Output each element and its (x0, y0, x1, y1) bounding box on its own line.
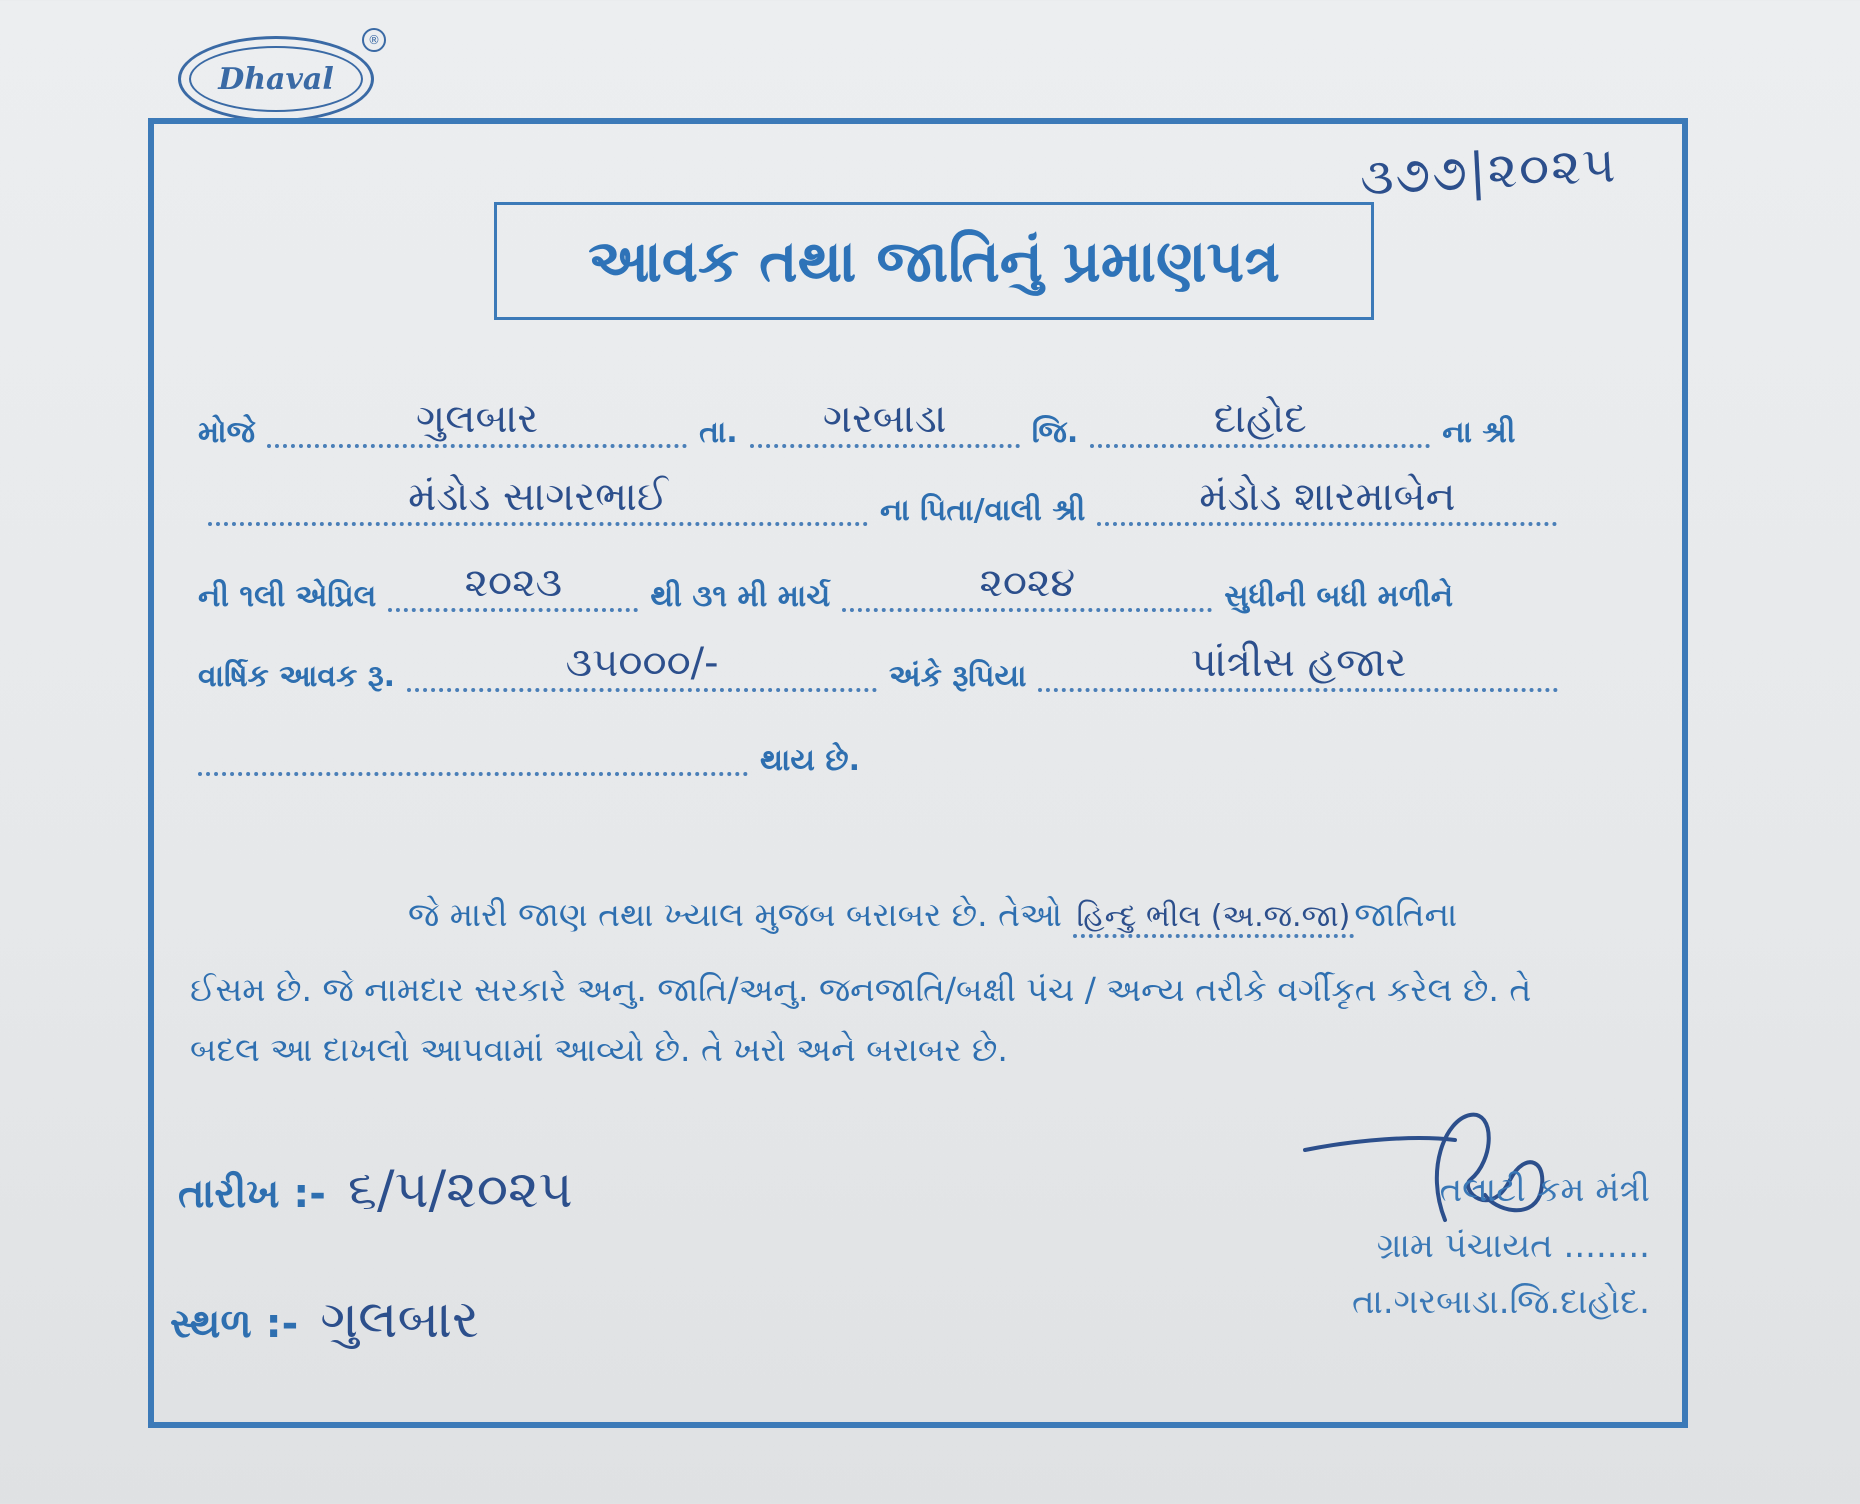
parent-field (1097, 462, 1557, 526)
to-year-field (842, 548, 1212, 612)
declaration-line-3: બદલ આ દાખલો આપવામાં આવ્યો છે. તે ખરો અને બરાબર છે. (190, 1030, 1008, 1069)
date-label: તારીખ :- (178, 1171, 326, 1217)
signatory-office: ગ્રામ પંચાયત ........ (1376, 1226, 1650, 1266)
row-period (198, 556, 1678, 620)
resident-label: ના શ્રી (1442, 415, 1516, 450)
taluka-value: ગરબાડા (822, 396, 947, 442)
from-label: ની ૧લી એપ્રિલ (198, 579, 377, 614)
row-village (198, 392, 1678, 456)
from-year-field (388, 548, 638, 612)
row-income (198, 636, 1678, 700)
village-field (267, 384, 687, 448)
place-value: ગુલબાર (320, 1290, 479, 1350)
words-label: અંકે રૂપિયા (889, 659, 1027, 694)
name-field (208, 462, 868, 526)
place-line (170, 1290, 479, 1351)
income-value: ૩૫૦૦૦/- (565, 640, 719, 686)
words-value: પાંત્રીસ હજાર (1190, 640, 1407, 686)
registered-mark: ® (362, 28, 386, 52)
brand-logo-text: Dhaval (189, 46, 363, 112)
total-label: સુધીની બધી મળીને (1224, 579, 1454, 614)
district-value: દાહોદ (1213, 396, 1307, 442)
serial-number: ૩૭૭|૨૦૨૫ (1358, 135, 1619, 207)
signatory-location: તા.ગરબાડા.જિ.દાહોદ. (1352, 1282, 1650, 1322)
to-label: થી ૩૧ મી માર્ચ (650, 579, 831, 614)
district-field (1090, 384, 1430, 448)
name-value: મંડોડ સાગરભાઈ (408, 474, 668, 520)
signatory-block (1230, 1170, 1650, 1338)
certificate-title: આવક તથા જાતિનું પ્રમાણપત્ર (588, 226, 1280, 295)
signatory-designation: તલાટી કમ મંત્રી (1439, 1170, 1650, 1210)
district-label: જિ. (1031, 415, 1079, 450)
row-ends (198, 720, 1678, 784)
income-label: વાર્ષિક આવક રૂ. (198, 659, 396, 694)
taluka-field (750, 384, 1020, 448)
words-field (1038, 628, 1558, 692)
income-field (407, 628, 877, 692)
taluka-label: તા. (699, 415, 738, 450)
date-value: ૬/૫/૨૦૨૫ (347, 1160, 573, 1220)
caste-value: હિન્દુ ભીલ (અ.જ.જા) (1073, 899, 1355, 938)
declaration-line-2: ઈસમ છે. જે નામદાર સરકારે અનુ. જાતિ/અનુ. જનજાતિ/બક્ષી પંચ / અન્ય તરીકે વર્ગીકૃત કરેલ છે. તે (190, 970, 1532, 1009)
from-year-value: ૨૦૨૩ (464, 560, 563, 606)
parent-value: મંડોડ શારમાબેન (1199, 474, 1456, 520)
to-year-value: ૨૦૨૪ (979, 560, 1076, 606)
declaration-line-1 (408, 895, 1860, 938)
brand-logo (178, 36, 374, 122)
date-line (178, 1160, 573, 1221)
village-label: મોજે (198, 415, 256, 450)
declaration-line-1-end: જાતિના (1354, 895, 1458, 934)
ends-label: થાય છે. (760, 743, 860, 778)
place-label: સ્થળ :- (170, 1301, 299, 1347)
village-value: ગુલબાર (416, 396, 539, 442)
declaration-line-1-start: જે મારી જાણ તથા ખ્યાલ મુજબ બરાબર છે. તેઓ (408, 895, 1063, 934)
ends-field (198, 712, 748, 776)
parent-label: ના પિતા/વાલી શ્રી (880, 493, 1086, 528)
title-box (494, 202, 1374, 320)
row-name (198, 470, 1678, 534)
